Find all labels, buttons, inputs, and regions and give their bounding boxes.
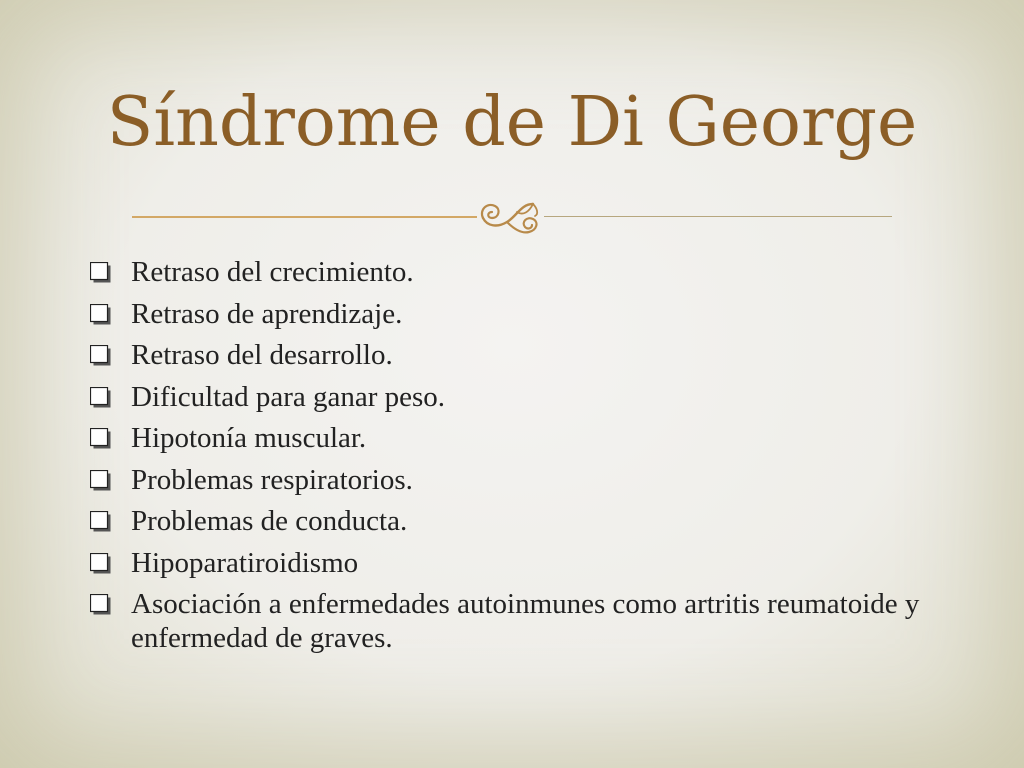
checkbox-icon (90, 345, 112, 367)
bullet-list (90, 255, 970, 663)
bullet-text: Retraso de aprendizaje. (131, 297, 403, 330)
checkbox-icon (90, 428, 112, 450)
bullet-text: Retraso del crecimiento. (131, 256, 414, 288)
bullet-item (90, 255, 970, 289)
bullet-text: Retraso del desarrollo. (131, 339, 393, 371)
bullet-text: Asociación a enfermedades autoinmunes como artritis reumatoide y enfermedad de graves. (131, 588, 920, 654)
divider-line-right (544, 216, 892, 217)
bullet-text: Problemas de conducta. (131, 505, 408, 537)
checkbox-icon (90, 304, 112, 326)
bullet-text: Hipotonía muscular. (131, 422, 367, 454)
bullet-item (90, 421, 970, 455)
checkbox-icon (90, 594, 112, 616)
bullet-item (90, 587, 970, 655)
divider-line-left (132, 216, 477, 218)
checkbox-icon (90, 553, 112, 575)
bullet-item (90, 463, 970, 497)
title-divider (132, 207, 892, 231)
slide-title: Síndrome de Di George (106, 83, 918, 162)
bullet-text: Dificultad para ganar peso. (131, 380, 446, 413)
bullet-text: Problemas respiratorios. (131, 463, 413, 496)
bullet-item (90, 546, 970, 580)
bullet-item (90, 504, 970, 538)
bullet-item (90, 338, 970, 372)
checkbox-icon (90, 511, 112, 533)
bullet-text: Hipoparatiroidismo (131, 546, 359, 579)
flourish-icon (477, 198, 544, 238)
bullet-item (90, 297, 970, 331)
checkbox-icon (90, 387, 112, 409)
bullet-item (90, 380, 970, 414)
checkbox-icon (90, 262, 112, 284)
checkbox-icon (90, 470, 112, 492)
